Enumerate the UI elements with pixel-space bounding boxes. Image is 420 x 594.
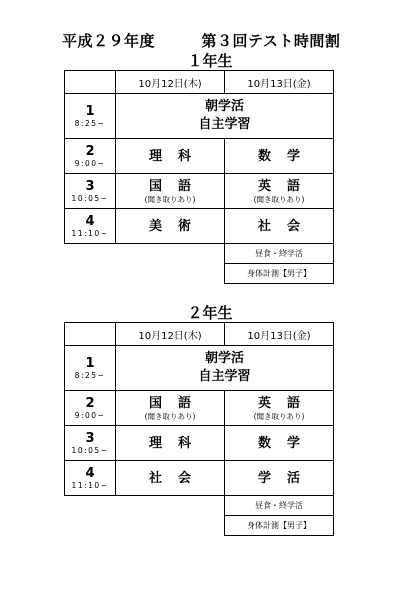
- period-number: 4: [85, 465, 95, 481]
- subject-name: 理科: [148, 148, 207, 164]
- period-time: 9:00~: [74, 158, 106, 168]
- subject-note: (聞き取りあり): [253, 194, 305, 204]
- subject-note: (聞き取りあり): [144, 411, 196, 421]
- period-row: [65, 139, 334, 174]
- period-cell: [65, 209, 116, 244]
- subject-name: 美術: [148, 218, 207, 234]
- subject-cell: [116, 391, 225, 426]
- subject-cell: [116, 139, 225, 174]
- period-time: 8:25~: [74, 118, 106, 128]
- period-number: 3: [85, 430, 95, 446]
- measure-row: [65, 516, 334, 536]
- period-row: [65, 209, 334, 244]
- period-row: [65, 391, 334, 426]
- grade-1-heading: １年生: [187, 52, 233, 70]
- subject-name: 学活: [257, 470, 316, 486]
- day-header: 10月12日(木): [116, 71, 225, 94]
- page-title: 平成２９年度 第３回テスト時間割: [62, 32, 341, 50]
- subject-cell: [116, 461, 225, 496]
- subject-note: (聞き取りあり): [253, 411, 305, 421]
- subject-name: 英語: [257, 395, 316, 411]
- subject-name: 社会: [148, 470, 207, 486]
- subject-name: 国語: [148, 178, 207, 194]
- period-row: [65, 346, 334, 391]
- subject-cell: [225, 391, 334, 426]
- period-time: 8:25~: [74, 370, 106, 380]
- period-row: [65, 94, 334, 139]
- subject-cell: [116, 426, 225, 461]
- subject-name: 数学: [257, 435, 316, 451]
- corner-cell: [65, 71, 116, 94]
- lunch-row: [65, 496, 334, 516]
- homeroom-line: 朝学活: [204, 99, 244, 114]
- subject-name: 理科: [148, 435, 207, 451]
- day-header: 10月12日(木): [116, 323, 225, 346]
- subject-name: 英語: [257, 178, 316, 194]
- period-row: [65, 461, 334, 496]
- corner-cell: [65, 323, 116, 346]
- subject-name: 数学: [257, 148, 316, 164]
- homeroom-line: 自主学習: [198, 117, 251, 132]
- period-cell: [65, 139, 116, 174]
- grade-2-timetable: [64, 322, 334, 536]
- subject-name: 国語: [148, 395, 207, 411]
- measure-row: [65, 264, 334, 284]
- subject-note: (聞き取りあり): [144, 194, 196, 204]
- header-row: [65, 323, 334, 346]
- period-number: 2: [85, 143, 95, 159]
- period-number: 1: [85, 103, 95, 119]
- homeroom-line: 自主学習: [198, 369, 251, 384]
- subject-name: 社会: [257, 218, 316, 234]
- period-time: 11:10~: [71, 228, 109, 238]
- period-row: [65, 174, 334, 209]
- homeroom-line: 朝学活: [204, 351, 244, 366]
- period-cell: [65, 461, 116, 496]
- period-number: 4: [85, 213, 95, 229]
- period-cell: [65, 94, 116, 139]
- period-cell: [65, 346, 116, 391]
- lunch-row: [65, 244, 334, 264]
- grade-1-timetable: [64, 70, 334, 284]
- period-number: 1: [85, 355, 95, 371]
- period-cell: [65, 174, 116, 209]
- period-time: 10:05~: [71, 193, 109, 203]
- homeroom-cell: [116, 94, 334, 139]
- period-number: 2: [85, 395, 95, 411]
- grade-2-heading: ２年生: [187, 304, 233, 322]
- period-row: [65, 426, 334, 461]
- period-cell: [65, 426, 116, 461]
- subject-cell: [225, 139, 334, 174]
- subject-cell: [225, 461, 334, 496]
- period-cell: [65, 391, 116, 426]
- subject-cell: [225, 174, 334, 209]
- subject-cell: [116, 209, 225, 244]
- header-row: [65, 71, 334, 94]
- day-header: 10月13日(金): [225, 323, 334, 346]
- period-number: 3: [85, 178, 95, 194]
- period-time: 10:05~: [71, 445, 109, 455]
- lunch-cell: 昼食・終学活: [225, 244, 334, 264]
- subject-cell: [225, 209, 334, 244]
- measure-cell: 身体計測【男子】: [225, 516, 334, 536]
- lunch-cell: 昼食・終学活: [225, 496, 334, 516]
- subject-cell: [116, 174, 225, 209]
- measure-cell: 身体計測【男子】: [225, 264, 334, 284]
- day-header: 10月13日(金): [225, 71, 334, 94]
- period-time: 9:00~: [74, 410, 106, 420]
- subject-cell: [225, 426, 334, 461]
- period-time: 11:10~: [71, 480, 109, 490]
- homeroom-cell: [116, 346, 334, 391]
